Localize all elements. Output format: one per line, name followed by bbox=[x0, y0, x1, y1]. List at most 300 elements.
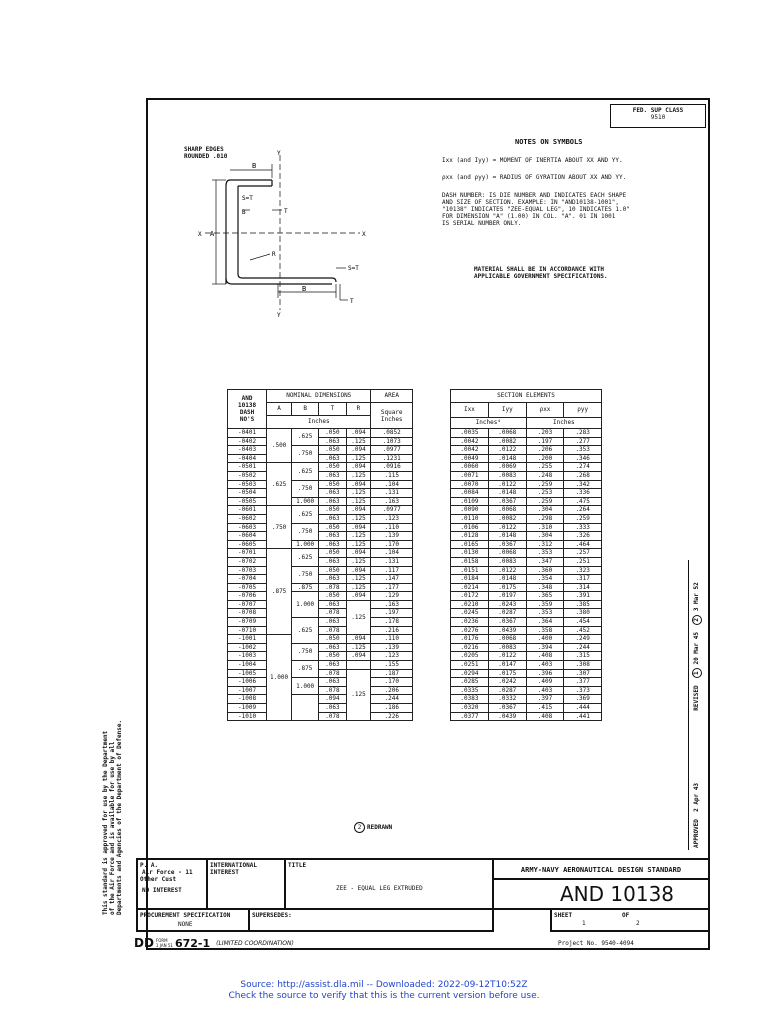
table-cell: .050 bbox=[319, 652, 346, 661]
table-cell: .875 bbox=[292, 583, 319, 592]
table-cell: .226 bbox=[371, 712, 413, 721]
table-cell: .094 bbox=[346, 480, 371, 489]
table-cell: .0367 bbox=[488, 497, 526, 506]
col-pxx: ρxx bbox=[526, 403, 564, 418]
table-cell: .063 bbox=[319, 437, 346, 446]
table-cell: .063 bbox=[319, 471, 346, 480]
table-row bbox=[451, 523, 602, 532]
and-dash-header bbox=[228, 390, 267, 429]
table-cell: .063 bbox=[319, 514, 346, 523]
table-row bbox=[451, 600, 602, 609]
table-cell: .354 bbox=[526, 575, 564, 584]
area-unit-line: Inches bbox=[380, 415, 403, 423]
table-cell: .187 bbox=[371, 669, 413, 678]
table-cell: .078 bbox=[319, 669, 346, 678]
table-cell: .625 bbox=[292, 506, 319, 523]
table-cell: .400 bbox=[526, 635, 564, 644]
table-cell: .310 bbox=[526, 523, 564, 532]
axis-y-bottom: Y bbox=[277, 312, 281, 319]
table-cell: .0285 bbox=[451, 678, 489, 687]
table-cell: .094 bbox=[346, 446, 371, 455]
table-row bbox=[451, 686, 602, 695]
table-cell: .050 bbox=[319, 429, 346, 438]
table-row bbox=[228, 471, 413, 480]
table-cell: -1005 bbox=[228, 669, 267, 678]
intl-interest bbox=[210, 862, 282, 876]
table-cell: .0071 bbox=[451, 471, 489, 480]
table-cell: .0439 bbox=[488, 626, 526, 635]
table-cell: .0367 bbox=[488, 704, 526, 713]
dash-note-line: AND SIZE OF SECTION. EXAMPLE: IN "AND10138-1001", bbox=[442, 199, 620, 206]
table-row bbox=[228, 652, 413, 661]
table-row bbox=[451, 695, 602, 704]
table-row bbox=[451, 669, 602, 678]
table-cell: .078 bbox=[319, 626, 346, 635]
table-cell: -0401 bbox=[228, 429, 267, 438]
table-cell: .125 bbox=[346, 540, 371, 549]
table-cell: .308 bbox=[564, 661, 602, 670]
table-cell: .444 bbox=[564, 704, 602, 713]
table-cell: .078 bbox=[319, 609, 346, 618]
dim-a: A bbox=[210, 230, 215, 238]
table-cell: .255 bbox=[526, 463, 564, 472]
table-row bbox=[451, 652, 602, 661]
other-cust: Other Cust bbox=[140, 876, 177, 883]
table-cell: .0287 bbox=[488, 686, 526, 695]
table-row bbox=[451, 626, 602, 635]
table-cell: .391 bbox=[564, 592, 602, 601]
table-row bbox=[228, 480, 413, 489]
table-cell: .050 bbox=[319, 463, 346, 472]
revision-divider bbox=[688, 560, 689, 850]
table-cell: .170 bbox=[371, 678, 413, 687]
table-cell: .125 bbox=[346, 454, 371, 463]
table-cell: -0707 bbox=[228, 600, 267, 609]
side-note-line: of the Air Force and is available for use by all bbox=[109, 741, 116, 915]
table-cell: -0708 bbox=[228, 609, 267, 618]
source-line1: Source: http://assist.dla.mil -- Downloaded: 2022-09-12T10:52Z bbox=[240, 980, 528, 990]
table-cell: .385 bbox=[564, 600, 602, 609]
approved-date: 2 Apr 43 bbox=[693, 782, 700, 812]
table-cell: .0090 bbox=[451, 506, 489, 515]
table-cell: .346 bbox=[564, 454, 602, 463]
table-row bbox=[451, 454, 602, 463]
table-row bbox=[451, 497, 602, 506]
table-cell: .063 bbox=[319, 643, 346, 652]
table-cell: .500 bbox=[267, 429, 292, 463]
table-cell: .397 bbox=[526, 695, 564, 704]
proc-spec-value: NONE bbox=[178, 921, 193, 928]
table-cell: .369 bbox=[564, 695, 602, 704]
table-cell: .0276 bbox=[451, 626, 489, 635]
revision-text bbox=[692, 582, 702, 848]
table-cell: .0236 bbox=[451, 618, 489, 627]
table-cell: .750 bbox=[267, 506, 292, 549]
fed-sup-class-box bbox=[610, 104, 706, 128]
table-cell: .268 bbox=[564, 471, 602, 480]
table-cell: .0109 bbox=[451, 497, 489, 506]
table-cell: -0701 bbox=[228, 549, 267, 558]
table-cell: .0243 bbox=[488, 600, 526, 609]
table-cell: .0083 bbox=[488, 557, 526, 566]
table-cell: .452 bbox=[564, 626, 602, 635]
inches-label-right: Inches bbox=[526, 418, 601, 429]
table-cell: .177 bbox=[371, 583, 413, 592]
table-row bbox=[451, 471, 602, 480]
table-cell: .408 bbox=[526, 712, 564, 721]
table-cell: .094 bbox=[346, 523, 371, 532]
approved-label: APPROVED bbox=[693, 819, 700, 848]
table-row bbox=[451, 592, 602, 601]
footer-sheet-box bbox=[550, 908, 710, 932]
table-cell: .403 bbox=[526, 661, 564, 670]
table-cell: .0042 bbox=[451, 437, 489, 446]
table-row bbox=[228, 506, 413, 515]
table-cell: .259 bbox=[526, 480, 564, 489]
table-cell: .0383 bbox=[451, 695, 489, 704]
redrawn-marker bbox=[354, 822, 392, 833]
table-cell: .0069 bbox=[488, 463, 526, 472]
table-cell: .094 bbox=[346, 635, 371, 644]
table-cell: .078 bbox=[319, 686, 346, 695]
table-cell: .094 bbox=[346, 506, 371, 515]
table-cell: .0197 bbox=[488, 592, 526, 601]
supersedes-label: SUPERSEDES: bbox=[252, 912, 292, 919]
side-note-line: Departments and Agencies of the Department of Defense. bbox=[116, 719, 123, 915]
table-row bbox=[228, 643, 413, 652]
table-cell: .347 bbox=[526, 557, 564, 566]
table-cell: .0216 bbox=[451, 643, 489, 652]
form-num: 672-1 bbox=[174, 936, 211, 950]
table-row bbox=[228, 609, 413, 618]
table-cell: -0602 bbox=[228, 514, 267, 523]
table-cell: .0214 bbox=[451, 583, 489, 592]
table-cell: .0068 bbox=[488, 635, 526, 644]
form-small bbox=[156, 938, 173, 948]
table-cell: .0122 bbox=[488, 523, 526, 532]
table-cell: .257 bbox=[564, 549, 602, 558]
table-cell: .0122 bbox=[488, 446, 526, 455]
table-cell: .125 bbox=[346, 489, 371, 498]
sharp-edges-line: SHARP EDGES bbox=[184, 146, 224, 153]
table-cell: .0242 bbox=[488, 678, 526, 687]
table-cell: .625 bbox=[292, 618, 319, 644]
table-cell: .0916 bbox=[371, 463, 413, 472]
table-row bbox=[451, 437, 602, 446]
table-cell: .377 bbox=[564, 678, 602, 687]
table-cell: .170 bbox=[371, 540, 413, 549]
dim-b-mid: B bbox=[242, 209, 246, 216]
table-cell: .0042 bbox=[451, 446, 489, 455]
table-cell: .251 bbox=[564, 557, 602, 566]
table-cell: .0035 bbox=[451, 429, 489, 438]
redrawn-label: REDRAWN bbox=[367, 824, 393, 831]
table-cell: .403 bbox=[526, 686, 564, 695]
table-cell: .0148 bbox=[488, 575, 526, 584]
table-cell: -0601 bbox=[228, 506, 267, 515]
table-cell: .625 bbox=[292, 463, 319, 480]
table-cell: .625 bbox=[292, 429, 319, 446]
table-cell: .063 bbox=[319, 532, 346, 541]
table-cell: .129 bbox=[371, 592, 413, 601]
table-row bbox=[228, 437, 413, 446]
sharp-edges-line: ROUNDED .010 bbox=[184, 153, 228, 160]
table-cell: .078 bbox=[319, 583, 346, 592]
table-cell: -0403 bbox=[228, 446, 267, 455]
table-cell: -1010 bbox=[228, 712, 267, 721]
table-cell: .063 bbox=[319, 678, 346, 687]
table-cell: .0332 bbox=[488, 695, 526, 704]
dim-t-top: T bbox=[284, 208, 288, 215]
table-cell: .365 bbox=[526, 592, 564, 601]
table-row bbox=[451, 609, 602, 618]
table-cell: .0367 bbox=[488, 540, 526, 549]
table-cell: -0702 bbox=[228, 557, 267, 566]
table-row bbox=[451, 661, 602, 670]
table-cell: -0705 bbox=[228, 583, 267, 592]
table-cell: .409 bbox=[526, 678, 564, 687]
table-row bbox=[228, 583, 413, 592]
table-cell: .750 bbox=[292, 566, 319, 583]
table-cell: .875 bbox=[292, 661, 319, 678]
table-cell: 1.000 bbox=[292, 540, 319, 549]
table-cell: .0082 bbox=[488, 437, 526, 446]
table-cell: .050 bbox=[319, 549, 346, 558]
table-cell: .298 bbox=[526, 514, 564, 523]
table-cell: .1073 bbox=[371, 437, 413, 446]
table-cell: .0122 bbox=[488, 652, 526, 661]
form-number bbox=[134, 936, 294, 950]
table-row bbox=[228, 575, 413, 584]
axis-x-left: X bbox=[198, 231, 202, 238]
table-cell: .0158 bbox=[451, 557, 489, 566]
area-unit bbox=[371, 403, 413, 429]
section-elements-header: SECTION ELEMENTS bbox=[451, 390, 602, 403]
table-cell: .0151 bbox=[451, 566, 489, 575]
table-cell: .359 bbox=[526, 600, 564, 609]
table-cell: .0287 bbox=[488, 609, 526, 618]
table-cell: .0175 bbox=[488, 669, 526, 678]
dash-note-line: DASH NUMBER: IS DIE NUMBER AND INDICATES EACH SHAPE bbox=[442, 192, 627, 199]
table-row bbox=[451, 429, 602, 438]
table-row bbox=[451, 506, 602, 515]
footer-title-box bbox=[284, 858, 494, 910]
table-cell: -1004 bbox=[228, 661, 267, 670]
table-cell: -0505 bbox=[228, 497, 267, 506]
table-cell: .0367 bbox=[488, 618, 526, 627]
table-cell: .125 bbox=[346, 583, 371, 592]
notes-dash-number bbox=[442, 192, 630, 227]
standard-number: AND 10138 bbox=[560, 882, 675, 906]
table-cell: -0710 bbox=[228, 626, 267, 635]
table-row bbox=[451, 566, 602, 575]
revised-label: REVISED bbox=[693, 685, 700, 711]
table-row bbox=[228, 669, 413, 678]
table-cell: .063 bbox=[319, 454, 346, 463]
table-cell: .0147 bbox=[488, 661, 526, 670]
table-cell: -0502 bbox=[228, 471, 267, 480]
material-note-line: APPLICABLE GOVERNMENT SPECIFICATIONS. bbox=[474, 273, 608, 280]
table-cell: -1006 bbox=[228, 678, 267, 687]
table-cell: .0068 bbox=[488, 549, 526, 558]
table-row bbox=[451, 489, 602, 498]
table-cell: .396 bbox=[526, 669, 564, 678]
table-row bbox=[228, 540, 413, 549]
form-dd: DD bbox=[134, 936, 154, 950]
table-cell: .314 bbox=[564, 583, 602, 592]
table-cell: .206 bbox=[526, 446, 564, 455]
table-cell: .304 bbox=[526, 506, 564, 515]
table-cell: .063 bbox=[319, 618, 346, 627]
header-line: NO'S bbox=[239, 416, 255, 423]
table-cell: .360 bbox=[526, 566, 564, 575]
project-number: Project No. 9540-4094 bbox=[558, 940, 634, 947]
table-row bbox=[228, 600, 413, 609]
table-cell: .0148 bbox=[488, 489, 526, 498]
table-cell: .0165 bbox=[451, 540, 489, 549]
table-row bbox=[451, 712, 602, 721]
table-cell: .094 bbox=[346, 549, 371, 558]
table-cell: -1002 bbox=[228, 643, 267, 652]
dash-note-line: IS SERIAL NUMBER ONLY. bbox=[442, 220, 522, 227]
table-cell: .259 bbox=[564, 514, 602, 523]
table-row bbox=[228, 454, 413, 463]
limited-coord: (LIMITED COORDINATION) bbox=[216, 939, 294, 947]
footer-standard-box bbox=[492, 858, 710, 880]
rev2-date: 3 Mar 52 bbox=[693, 582, 700, 612]
table-cell: .0068 bbox=[488, 429, 526, 438]
table-cell: -1009 bbox=[228, 704, 267, 713]
table-cell: .0172 bbox=[451, 592, 489, 601]
table-cell: -0404 bbox=[228, 454, 267, 463]
table-cell: .094 bbox=[346, 429, 371, 438]
table-cell: .094 bbox=[346, 463, 371, 472]
side-approval-note bbox=[102, 720, 123, 915]
table-cell: -0605 bbox=[228, 540, 267, 549]
table-cell: .094 bbox=[319, 695, 346, 704]
table-cell: .274 bbox=[564, 463, 602, 472]
table-cell: .050 bbox=[319, 523, 346, 532]
table-cell: .408 bbox=[526, 652, 564, 661]
table-row bbox=[451, 635, 602, 644]
table-row bbox=[451, 463, 602, 472]
table-cell: .050 bbox=[319, 592, 346, 601]
table-cell: .050 bbox=[319, 506, 346, 515]
table-cell: .163 bbox=[371, 497, 413, 506]
col-r: R bbox=[346, 403, 371, 416]
dim-t-bottom: T bbox=[350, 298, 354, 305]
table-cell: .115 bbox=[371, 471, 413, 480]
table-cell: .0977 bbox=[371, 506, 413, 515]
sheet-value: 1 bbox=[582, 920, 586, 927]
zee-section-diagram bbox=[160, 150, 400, 320]
table-cell: .750 bbox=[292, 480, 319, 497]
table-cell: .050 bbox=[319, 566, 346, 575]
table-cell: .110 bbox=[371, 635, 413, 644]
table-cell: .342 bbox=[564, 480, 602, 489]
table-cell: .0320 bbox=[451, 704, 489, 713]
table-cell: .125 bbox=[346, 514, 371, 523]
table-cell: .131 bbox=[371, 489, 413, 498]
table-cell: .364 bbox=[526, 618, 564, 627]
table-row bbox=[228, 532, 413, 541]
table-row bbox=[451, 532, 602, 541]
table-cell: .625 bbox=[267, 463, 292, 506]
table-row bbox=[451, 583, 602, 592]
table-cell: .750 bbox=[292, 643, 319, 660]
table-cell: .0294 bbox=[451, 669, 489, 678]
intl-line: INTEREST bbox=[210, 869, 239, 876]
table-cell: .125 bbox=[346, 437, 371, 446]
table-cell: .197 bbox=[526, 437, 564, 446]
area-unit-line: Square bbox=[380, 408, 403, 416]
proc-spec-label: PROCUREMENT SPECIFICATION bbox=[140, 912, 231, 919]
table-cell: .123 bbox=[371, 652, 413, 661]
table-cell: .216 bbox=[371, 626, 413, 635]
table-cell: .0070 bbox=[451, 480, 489, 489]
fed-sup-class-label: FED. SUP CLASS bbox=[632, 107, 684, 114]
table-cell: .203 bbox=[526, 429, 564, 438]
table-cell: .283 bbox=[564, 429, 602, 438]
dim-b-bottom: B bbox=[302, 285, 307, 293]
table-cell: 1.000 bbox=[292, 678, 319, 695]
table-cell: .125 bbox=[346, 497, 371, 506]
table-row bbox=[228, 678, 413, 687]
table-cell: .125 bbox=[346, 557, 371, 566]
notes-line1: Ixx (and Iyy) = MOMENT OF INERTIA ABOUT XX AND YY. bbox=[442, 157, 623, 164]
col-pyy: ρyy bbox=[564, 403, 602, 418]
table-cell: 1.000 bbox=[292, 592, 319, 618]
table-row bbox=[451, 678, 602, 687]
table-cell: .094 bbox=[346, 652, 371, 661]
table-cell: -0703 bbox=[228, 566, 267, 575]
table-cell: .0049 bbox=[451, 454, 489, 463]
table-row bbox=[228, 704, 413, 713]
intl-line: INTERNATIONAL bbox=[210, 862, 257, 869]
table-row bbox=[451, 704, 602, 713]
table-row bbox=[228, 626, 413, 635]
table-cell: .0977 bbox=[371, 446, 413, 455]
table-cell: .244 bbox=[371, 695, 413, 704]
table-cell: .0210 bbox=[451, 600, 489, 609]
fed-sup-class-value: 9510 bbox=[650, 114, 666, 121]
col-b: B bbox=[292, 403, 319, 416]
table-cell: .0128 bbox=[451, 532, 489, 541]
table-cell: .063 bbox=[319, 540, 346, 549]
table-row bbox=[228, 429, 413, 438]
table-cell: .200 bbox=[526, 454, 564, 463]
dim-b-top: B bbox=[252, 162, 257, 170]
table-row bbox=[451, 557, 602, 566]
title-label: TITLE bbox=[288, 862, 307, 869]
table-cell: .264 bbox=[564, 506, 602, 515]
table-cell: .197 bbox=[371, 609, 413, 618]
area-header: AREA bbox=[371, 390, 413, 403]
table-cell: -1001 bbox=[228, 635, 267, 644]
table-cell: .475 bbox=[564, 497, 602, 506]
pa-label: P. A. bbox=[140, 862, 159, 869]
table-cell: .0084 bbox=[451, 489, 489, 498]
table-cell: -0709 bbox=[228, 618, 267, 627]
table-cell: .0130 bbox=[451, 549, 489, 558]
table-cell: .104 bbox=[371, 480, 413, 489]
table-cell: .348 bbox=[526, 583, 564, 592]
table-cell: -0706 bbox=[228, 592, 267, 601]
table-cell: .277 bbox=[564, 437, 602, 446]
table-cell: 1.000 bbox=[292, 497, 319, 506]
table-cell: .249 bbox=[564, 635, 602, 644]
table-cell: .0852 bbox=[371, 429, 413, 438]
